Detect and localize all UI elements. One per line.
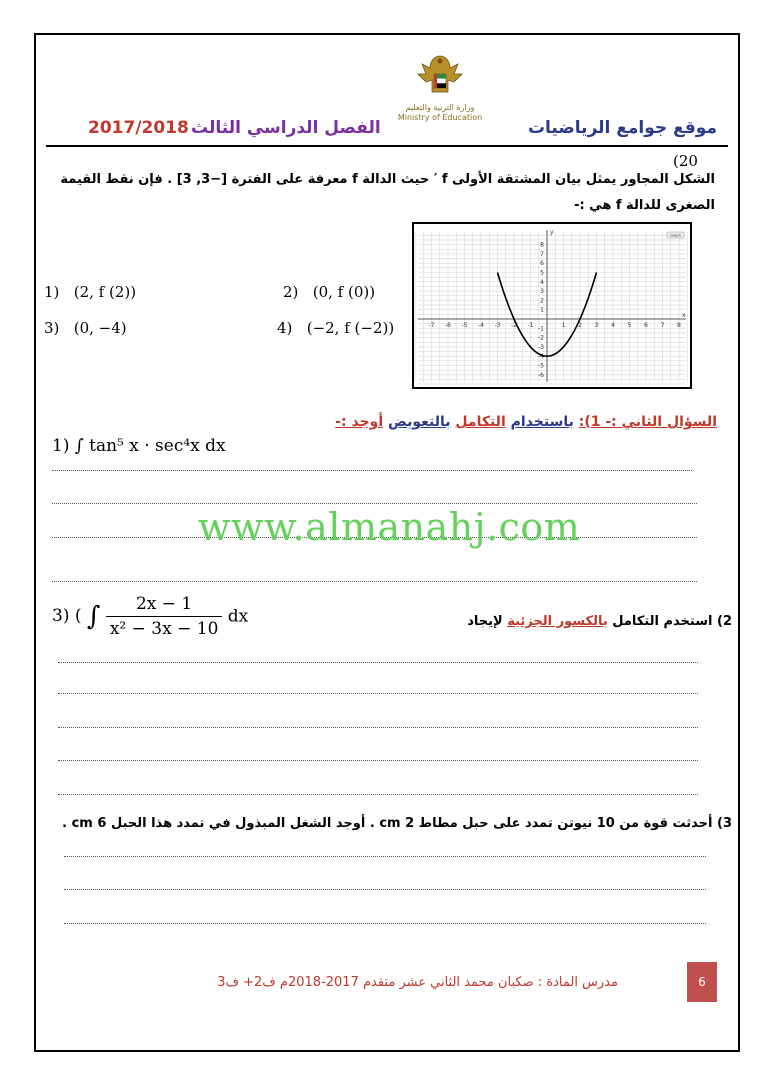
ministry-name-ar: وزارة التربية والتعليم	[405, 103, 475, 112]
graph-corner-label: Graph	[670, 233, 681, 238]
y-tick-label: -3	[538, 343, 544, 351]
item2-text-b: بالكسور الجزئية	[507, 614, 608, 629]
ministry-emblem-icon	[412, 52, 468, 102]
integral-1	[52, 436, 226, 456]
y-tick-label: -4	[538, 353, 544, 361]
section2-title-d: بالتعويض	[388, 414, 451, 430]
x-tick-label: -3	[494, 322, 501, 329]
answer-line[interactable]	[52, 581, 697, 582]
section2-title	[335, 414, 717, 430]
y-tick-label: 4	[540, 278, 544, 286]
y-axis-label: y	[550, 229, 554, 236]
option-value: (−2, f (−2))	[306, 319, 395, 337]
x-tick-label: 8	[677, 322, 681, 329]
item3-text: أحدثت قوة من 10 نيوتن تمدد على حبل مطاط 2 cm . أوجد الشغل المبذول في تمدد هذا الحبل 6 cm .	[62, 816, 713, 831]
answer-line[interactable]	[58, 794, 698, 795]
y-tick-label: 7	[540, 250, 544, 258]
integral-1-expression: ∫ tan⁵ x · sec⁴x dx	[74, 436, 226, 456]
answer-line[interactable]	[58, 760, 698, 761]
item2-text-a: استخدم التكامل	[612, 614, 713, 629]
section2-title-b: باستخدام	[510, 414, 574, 430]
option-number: 4)	[277, 319, 293, 337]
x-tick-label: 2	[578, 322, 582, 329]
derivative-graph	[412, 222, 692, 389]
y-tick-label: 1	[540, 306, 544, 314]
option-1	[44, 283, 136, 301]
answer-line[interactable]	[58, 693, 698, 694]
x-tick-label: -1	[527, 322, 534, 329]
answer-line[interactable]	[52, 470, 692, 471]
y-tick-label: -1	[538, 325, 544, 333]
term-title: الفصل الدراسي الثالث	[191, 118, 381, 138]
x-tick-label: -4	[478, 322, 484, 329]
x-tick-label: 7	[660, 322, 665, 329]
section2-title-c: التكامل	[455, 414, 506, 430]
question-text-line2: الصغرى للدالة f هي :-	[574, 198, 715, 213]
x-tick-label: 1	[561, 322, 566, 329]
x-tick-label: -7	[428, 322, 435, 329]
y-tick-label: -6	[538, 371, 544, 379]
y-tick-label: 6	[540, 260, 544, 268]
section2-title-a: السؤال الثاني :- 1):	[578, 414, 717, 430]
y-tick-label: -2	[538, 334, 544, 342]
integral-3-dx: dx	[227, 606, 249, 627]
x-tick-label: 4	[611, 322, 615, 329]
option-3	[44, 319, 127, 337]
item3-prompt	[62, 816, 732, 831]
option-number: 3)	[44, 319, 60, 337]
answer-line[interactable]	[58, 727, 698, 728]
y-tick-label: 8	[540, 241, 544, 249]
y-tick-label: 2	[540, 297, 544, 305]
x-tick-label: -5	[461, 322, 468, 329]
graph-svg	[414, 224, 690, 387]
section2-title-e: أوجد :-	[335, 414, 384, 430]
question-number: (20	[673, 152, 698, 170]
header-divider	[46, 145, 728, 147]
y-tick-label: -5	[538, 362, 544, 370]
answer-line[interactable]	[64, 923, 706, 924]
year-label: 2017/2018	[88, 118, 189, 138]
integral-3	[52, 594, 248, 639]
question-text-line1: الشكل المجاور يمثل بيان المشتقة الأولى f ′ حيث الدالة f معرفة على الفترة [−3, 3] . فإن نقط القيمة	[60, 172, 715, 187]
ministry-name-en: Ministry of Education	[397, 113, 483, 122]
answer-line[interactable]	[64, 889, 706, 890]
page-number: 6	[687, 962, 717, 1002]
item2-text-c: لإيجاد	[467, 614, 503, 629]
x-tick-label: 5	[627, 322, 632, 329]
x-axis-label: x	[682, 312, 686, 319]
integral-sign-icon: ∫	[86, 601, 101, 632]
option-number: 2)	[283, 283, 299, 301]
option-value: (0, f (0))	[312, 283, 376, 301]
fraction	[106, 594, 223, 639]
option-number: 1)	[44, 283, 60, 301]
y-tick-label: 5	[540, 269, 544, 277]
option-value: (2, f (2))	[73, 283, 137, 301]
site-title: موقع جوامع الرياضيات	[527, 118, 717, 138]
x-tick-label: 3	[594, 322, 599, 329]
item3-number: 3)	[717, 816, 732, 831]
watermark: www.almanahj.com	[198, 505, 581, 549]
integral-3-prefix: 3) (	[52, 606, 82, 626]
option-4	[277, 319, 394, 337]
fraction-numerator: 2x − 1	[106, 594, 223, 617]
x-tick-label: 6	[644, 322, 648, 329]
integral-1-number: 1)	[52, 436, 70, 456]
option-2	[283, 283, 375, 301]
answer-line[interactable]	[52, 503, 697, 504]
footer-text: مدرس المادة : صكبان محمد الثاني عشر متقدم 2017-2018م ف2+ ف3	[217, 975, 618, 990]
item2-prompt	[467, 614, 732, 629]
y-tick-label: 3	[540, 288, 544, 296]
option-value: (0, −4)	[73, 319, 127, 337]
answer-line[interactable]	[58, 662, 698, 663]
item2-number: 2)	[717, 614, 732, 629]
x-tick-label: -2	[511, 322, 517, 329]
answer-line[interactable]	[64, 856, 706, 857]
x-tick-label: -6	[445, 322, 451, 329]
fraction-denominator: x² − 3x − 10	[109, 619, 219, 639]
